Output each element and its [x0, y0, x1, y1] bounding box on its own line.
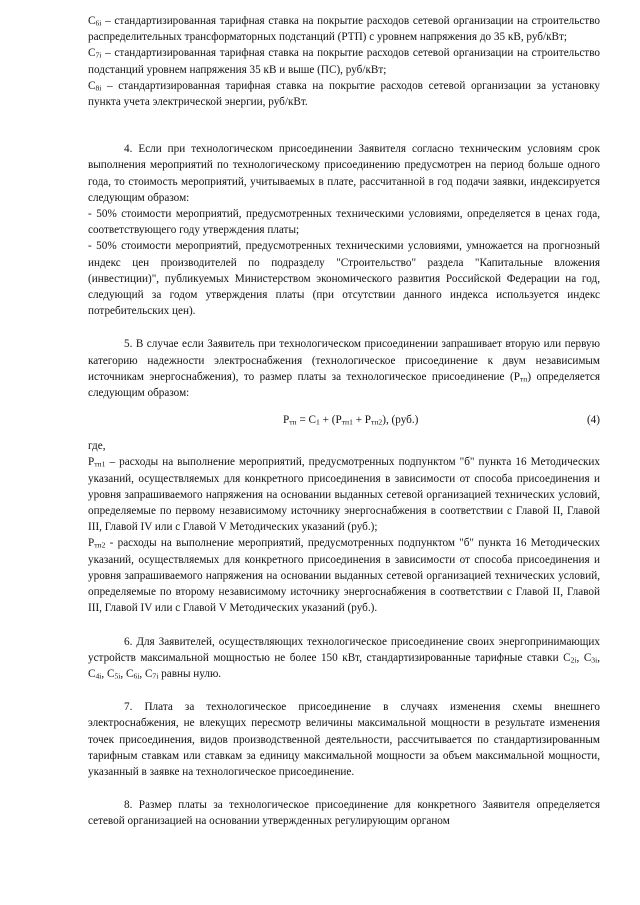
paragraph-8: 8. Размер платы за технологическое присоединение для конкретного Заявителя определяется сетевой организацией на основании утвержденных регулирующим органом — [88, 799, 600, 828]
definition-ptp1: $P_{тп1}$ – расходы на выполнение мероприятий, предусмотренных подпунктом "б" пункта 16 Методических указаний, осуществляемых для конкретного присоединения в зависимости от способа присоединения и уровня запрашиваемого напряжения на основании выданных сетевой организацией технических условий, определяемые по первому независимому источнику энергоснабжения в соответствии с Главой II, Главой III, Главой IV или с Главой V Методических указаний (руб.); — [88, 456, 600, 534]
definition-ptp2: $P_{тп2}$ - расходы на выполнение мероприятий, предусмотренных подпунктом "б" пункта 16 Методических указаний, осуществляемых для конкретного присоединения в зависимости от способа присоединения и уровня запрашиваемого напряжения на основании выданных сетевой организацией технических условий, определяемые по второму независимому источнику энергоснабжения в соответствии с Главой II, Главой III, Главой IV или с Главой V Методических указаний (руб.). — [88, 537, 600, 615]
where-label: где, — [88, 440, 106, 453]
definition-c8: $C_{8i}$ – стандартизированная тарифная ставка на покрытие расходов сетевой организации за установку пункта учета электрической энергии, руб/кВт. — [88, 79, 600, 109]
paragraph-7: 7. Плата за технологическое присоединение в случаях изменения схемы внешнего электроснабжения, не влекущих пересмотр величины максимальной мощности в результате изменения точек присоединения, видов производственной деятельности, рассчитывается по стандартизированным тарифным ставкам или ставкам за единицу максимальной мощности за объем максимальной мощности, указанный в заявке на технологическое присоединение. — [88, 701, 600, 778]
paragraph-4-bullet-1: - 50% стоимости мероприятий, предусмотренных техническими условиями, определяется в ценах года, соответствующего году утверждения платы; — [88, 208, 600, 237]
paragraph-6: 6. Для Заявителей, осуществляющих технологическое присоединение своих энергопринимающих устройств максимальной мощностью не более 150 кВт, стандартизированные тарифные ставки $C_{2i}$, $C_{3i}$, $C_{4i}$, $C_{5i}$, $C_{6i}$, $C_{7i}$ равны нулю. — [88, 635, 600, 681]
definition-c7: $C_{7i}$ – стандартизированная тарифная ставка на покрытие расходов сетевой организации на строительство подстанций уровнем напряжения 35 кВ и выше (ПС), руб/кВт; — [88, 47, 600, 76]
document-page — [88, 13, 600, 830]
formula-number: (4) — [586, 414, 600, 427]
formula-expression: $P_{тп} = C_1 + (P_{тп1} + P_{тп2})$, (руб.) — [283, 414, 419, 427]
definition-c6: $C_{6i}$ – стандартизированная тарифная ставка на покрытие расходов сетевой организации на строительство распределительных трансформаторных подстанций (РТП) с уровнем напряжения до 35 кВ, руб/кВт; — [88, 15, 600, 44]
formula-4 — [88, 414, 600, 432]
paragraph-4: 4. Если при технологическом присоединении Заявителя согласно техническим условиям срок выполнения мероприятий по технологическому присоединению предусмотрен на период больше одного года, то стоимость мероприятий, учитываемых в плате, рассчитанной в год подачи заявки, индексируется следующим образом: — [88, 143, 600, 204]
paragraph-4-bullet-2: - 50% стоимости мероприятий, предусмотренных техническими условиями, умножается на прогнозный индекс цен производителей по подразделу "Строительство" раздела "Капитальные вложения (инвестиции)", публикуемых Министерством экономического развития Российской Федерации на год, следующий за годом утверждения платы (при отсутствии данного индекса используется индекс потребительских цен). — [88, 240, 600, 318]
paragraph-5: 5. В случае если Заявитель при технологическом присоединении запрашивает вторую или первую категорию надежности электроснабжения (технологическое присоединение к двум независимым источникам энергоснабжения), то размер платы за технологическое присоединение $(P_{тп})$ определяется следующим образом: — [88, 338, 600, 400]
